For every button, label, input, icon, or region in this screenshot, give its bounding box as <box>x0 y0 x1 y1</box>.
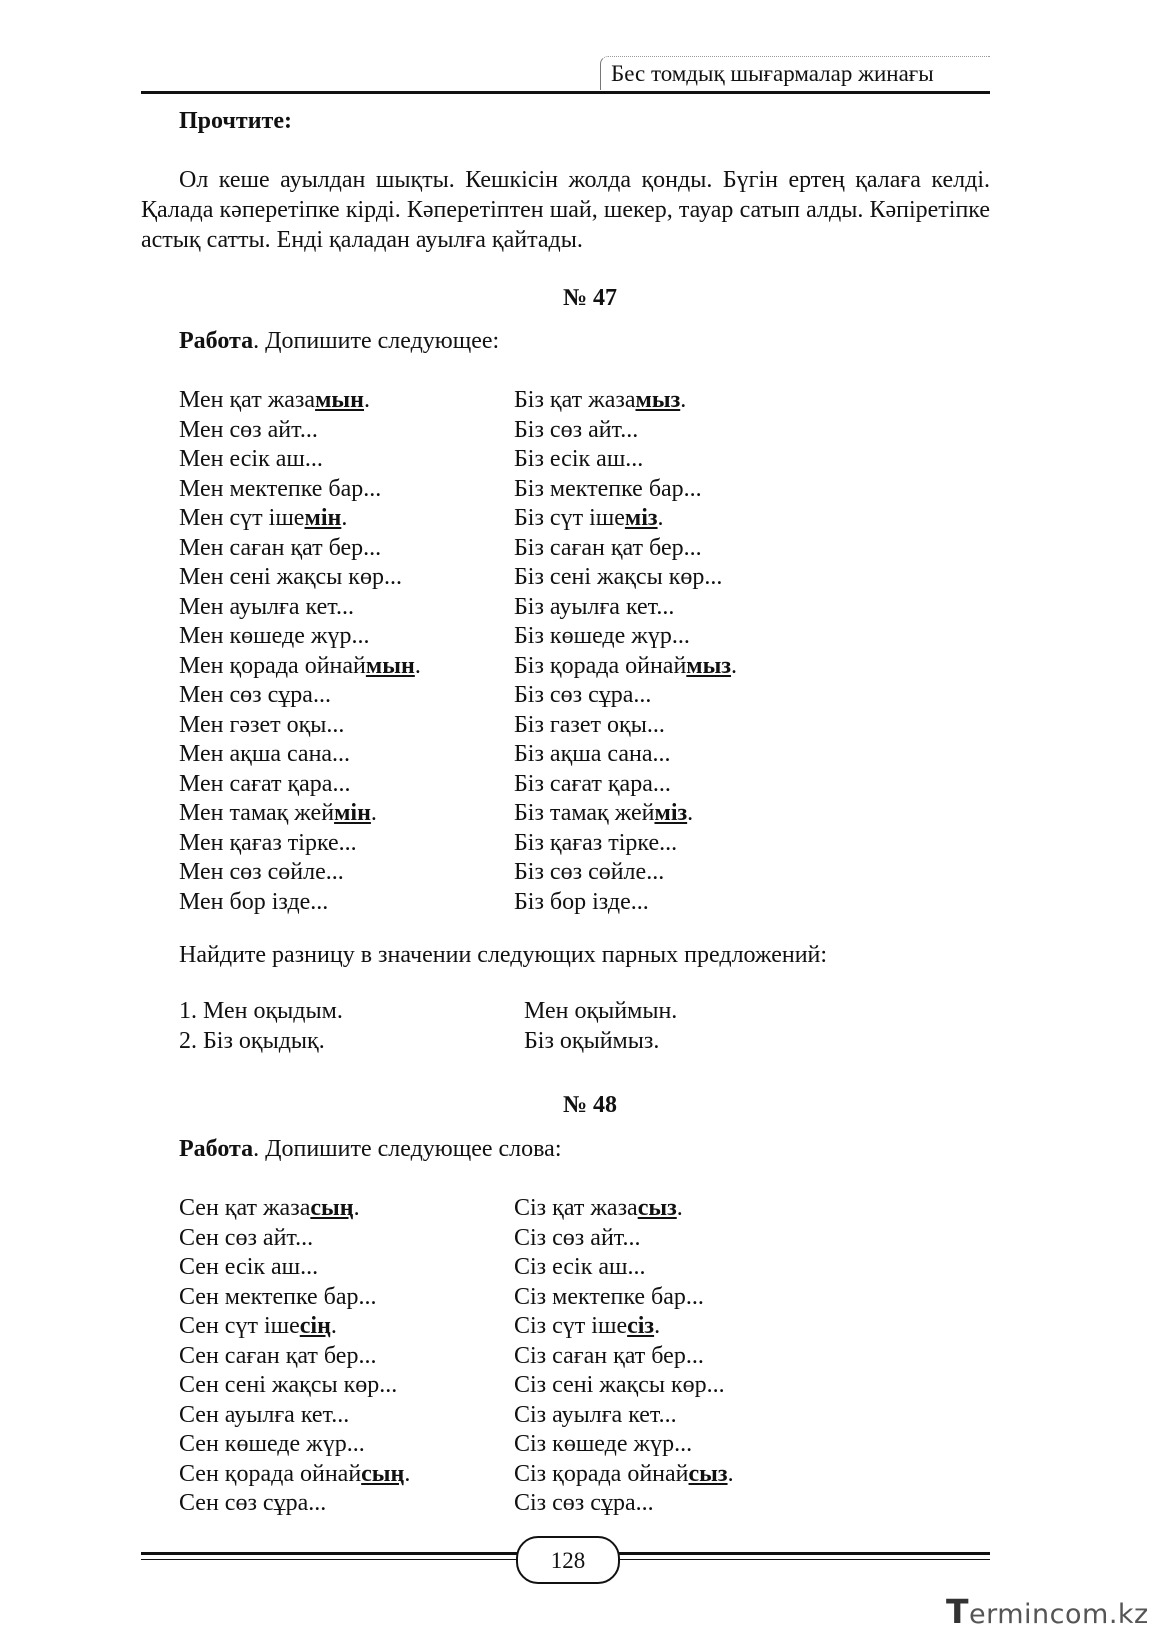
exercise-line <box>179 593 421 623</box>
line-stem: Сен есік аш... <box>179 1254 319 1280</box>
line-stem: Мен сағат қара... <box>179 770 351 797</box>
difference-prompt: Найдите разницу в значении следующих парных предложений: <box>179 942 828 968</box>
exercise-line: 1. Мен оқыдым. <box>179 998 343 1024</box>
read-heading: Прочтите: <box>179 108 292 134</box>
exercise-number-48: № 48 <box>562 1092 618 1118</box>
line-stem: Сіз мектепке бар... <box>514 1283 704 1310</box>
line-ending: мын <box>315 387 364 413</box>
line-stem: Біз газет оқы... <box>514 711 665 738</box>
exercise-line <box>179 1253 410 1283</box>
exercise-line <box>179 1342 410 1372</box>
pairs-left-column <box>179 997 343 1056</box>
instruction-text: . Допишите следующее слова: <box>253 1136 562 1162</box>
exercise-47-left-column <box>179 386 421 917</box>
line-stem: Сен сөз сұра... <box>179 1490 327 1516</box>
pairs-right-column <box>524 997 677 1056</box>
line-punct: . <box>330 1313 337 1339</box>
line-stem: Сіз ауылға кет... <box>514 1401 677 1428</box>
exercise-line <box>514 1430 734 1460</box>
line-ending: сың <box>310 1195 354 1221</box>
line-stem: Сіз қорада ойнай <box>514 1460 689 1487</box>
exercise-48-instruction <box>179 1134 562 1164</box>
line-ending: мыз <box>635 387 681 413</box>
line-punct: . <box>731 652 738 679</box>
line-punct: . <box>370 800 377 826</box>
watermark-logo: Termincom.kz <box>946 1592 1149 1631</box>
page-number: 128 <box>516 1536 620 1584</box>
exercise-line <box>514 1194 734 1224</box>
line-ending: міз <box>654 800 688 826</box>
line-stem: Мен гәзет оқы... <box>179 711 345 738</box>
line-stem: Біз саған қат бер... <box>514 534 702 561</box>
line-stem: Мен сөз айт... <box>179 416 318 443</box>
instruction-text: . Допишите следующее: <box>253 328 500 354</box>
line-ending: сыз <box>637 1195 677 1221</box>
line-stem: Мен есік аш... <box>179 446 323 472</box>
exercise-line <box>514 740 737 770</box>
exercise-line <box>179 740 421 770</box>
line-punct: . <box>657 505 664 531</box>
running-header: Бес томдық шығармалар жинағы <box>600 56 990 90</box>
exercise-line <box>179 1283 410 1313</box>
exercise-line <box>179 888 421 918</box>
exercise-line <box>179 799 421 829</box>
line-stem: Біз қат жаза <box>514 387 636 413</box>
exercise-line <box>179 534 421 564</box>
line-stem: Біз бор ізде... <box>514 888 649 915</box>
line-stem: Мен тамақ жей <box>179 800 335 826</box>
exercise-line <box>179 416 421 446</box>
line-stem: Сен қорада ойнай <box>179 1460 362 1487</box>
exercise-line <box>179 1312 410 1342</box>
line-stem: Сіз есік аш... <box>514 1254 646 1280</box>
exercise-number-47: № 47 <box>562 285 618 311</box>
line-stem: Сен қат жаза <box>179 1195 311 1221</box>
exercise-line <box>514 1312 734 1342</box>
instruction-bold: Работа <box>179 328 254 354</box>
exercise-line <box>179 1224 410 1254</box>
line-stem: Сіз көшеде жүр... <box>514 1431 693 1457</box>
exercise-line <box>514 1342 734 1372</box>
line-stem: Сен көшеде жүр... <box>179 1431 365 1457</box>
line-punct: . <box>680 387 687 413</box>
line-stem: Сен сөз айт... <box>179 1224 314 1251</box>
line-ending: сыз <box>688 1460 728 1487</box>
line-stem: Мен қорада ойнай <box>179 652 366 679</box>
line-stem: Біз көшеде жүр... <box>514 623 690 649</box>
exercise-line <box>514 1253 734 1283</box>
line-ending: мыз <box>686 652 732 679</box>
line-stem: Сен ауылға кет... <box>179 1401 350 1428</box>
line-stem: Біз сөз сөйле... <box>514 859 665 885</box>
exercise-line <box>179 622 421 652</box>
line-punct: . <box>654 1313 661 1339</box>
exercise-line <box>179 681 421 711</box>
line-punct: . <box>404 1460 411 1487</box>
line-stem: Біз сөз айт... <box>514 416 639 443</box>
line-stem: Біз ауылға кет... <box>514 593 675 620</box>
exercise-line <box>179 711 421 741</box>
exercise-line <box>514 475 737 505</box>
line-stem: Біз сөз сұра... <box>514 682 652 708</box>
line-stem: Мен ақша сана... <box>179 741 351 767</box>
exercise-line <box>514 1401 734 1431</box>
line-stem: Мен сүт іше <box>179 505 305 531</box>
line-stem: Сіз сүт іше <box>514 1313 628 1339</box>
line-punct: . <box>341 505 348 531</box>
exercise-line <box>514 386 737 416</box>
line-stem: Мен бор ізде... <box>179 888 329 915</box>
line-stem: Біз қағаз тірке... <box>514 829 678 856</box>
line-stem: Сен мектепке бар... <box>179 1283 377 1310</box>
line-ending: міз <box>624 505 658 531</box>
exercise-line <box>179 858 421 888</box>
exercise-line <box>514 416 737 446</box>
exercise-line <box>179 652 421 682</box>
line-stem: Біз сүт іше <box>514 505 625 531</box>
line-stem: Мен қат жаза <box>179 387 316 413</box>
exercise-line: 2. Біз оқыдық. <box>179 1027 325 1054</box>
exercise-line: Біз оқыймыз. <box>524 1027 660 1054</box>
exercise-line <box>514 1224 734 1254</box>
exercise-line <box>514 652 737 682</box>
exercise-line <box>514 534 737 564</box>
exercise-47-instruction <box>179 326 499 356</box>
line-stem: Сіз саған қат бер... <box>514 1342 704 1369</box>
line-stem: Сіз сөз айт... <box>514 1224 641 1251</box>
exercise-47-right-column <box>514 386 737 917</box>
exercise-line <box>179 1489 410 1519</box>
line-stem: Біз ақша сана... <box>514 741 671 767</box>
exercise-line <box>514 799 737 829</box>
exercise-line <box>514 829 737 859</box>
line-punct: . <box>687 800 694 826</box>
exercise-line <box>179 1430 410 1460</box>
line-stem: Мен сөз сұра... <box>179 682 331 708</box>
exercise-line <box>514 681 737 711</box>
exercise-line <box>514 1489 734 1519</box>
line-punct: . <box>676 1195 683 1221</box>
line-stem: Сен сүт іше <box>179 1313 300 1339</box>
exercise-line <box>179 1401 410 1431</box>
line-stem: Мен мектепке бар... <box>179 475 382 502</box>
exercise-line <box>179 386 421 416</box>
exercise-line <box>514 1283 734 1313</box>
instruction-bold: Работа <box>179 1136 254 1162</box>
exercise-48-right-column <box>514 1194 734 1519</box>
exercise-line <box>514 888 737 918</box>
exercise-48-left-column <box>179 1194 410 1519</box>
exercise-line <box>179 1460 410 1490</box>
exercise-line <box>514 711 737 741</box>
line-stem: Сіз сені жақсы көр... <box>514 1372 725 1398</box>
exercise-line <box>179 563 421 593</box>
exercise-line <box>514 504 737 534</box>
line-stem: Біз тамақ жей <box>514 800 655 826</box>
line-stem: Сен саған қат бер... <box>179 1342 377 1369</box>
line-stem: Сіз қат жаза <box>514 1195 638 1221</box>
line-stem: Біз мектепке бар... <box>514 475 702 502</box>
line-stem: Сен сені жақсы көр... <box>179 1372 398 1398</box>
line-punct: . <box>414 652 421 679</box>
line-stem: Біз сағат қара... <box>514 770 671 797</box>
exercise-line <box>514 445 737 475</box>
line-stem: Мен сөз сөйле... <box>179 859 344 885</box>
line-stem: Мен саған қат бер... <box>179 534 382 561</box>
line-ending: сың <box>361 1460 405 1487</box>
line-stem: Біз қорада ойнай <box>514 652 687 679</box>
line-stem: Мен ауылға кет... <box>179 593 354 620</box>
exercise-line <box>514 1371 734 1401</box>
read-paragraph: Ол кеше ауылдан шықты. Кешкісін жолда қонды. Бүгін ертең қалаға келді. Қалада кәперетіпке кірді. Кәперетіптен шай, шекер, тауар сатып алды. Кәпіретіпке астық сатты. Енді қаладан ауылға қайтады. <box>141 167 990 253</box>
line-ending: сіз <box>627 1313 655 1339</box>
exercise-line <box>179 1194 410 1224</box>
exercise-line <box>179 1371 410 1401</box>
line-punct: . <box>364 387 370 413</box>
exercise-line: Мен оқыймын. <box>524 998 678 1024</box>
line-punct: . <box>353 1195 360 1221</box>
exercise-line <box>514 858 737 888</box>
exercise-line <box>179 770 421 800</box>
line-stem: Мен сені жақсы көр... <box>179 564 402 590</box>
exercise-line <box>514 593 737 623</box>
line-ending: сің <box>299 1313 331 1339</box>
line-stem: Біз есік аш... <box>514 446 644 472</box>
exercise-line <box>179 445 421 475</box>
line-stem: Мен көшеде жүр... <box>179 623 370 649</box>
line-ending: мын <box>365 652 415 679</box>
exercise-line <box>179 475 421 505</box>
exercise-line <box>179 829 421 859</box>
exercise-line <box>514 563 737 593</box>
line-ending: мін <box>304 505 342 531</box>
line-ending: мін <box>334 800 371 826</box>
line-stem: Біз сені жақсы көр... <box>514 564 723 590</box>
line-punct: . <box>727 1460 734 1487</box>
line-stem: Сіз сөз сұра... <box>514 1490 654 1516</box>
exercise-line <box>514 1460 734 1490</box>
exercise-line <box>514 622 737 652</box>
exercise-line <box>179 504 421 534</box>
exercise-line <box>514 770 737 800</box>
header-rule <box>141 91 990 94</box>
line-stem: Мен қағаз тірке... <box>179 829 357 856</box>
